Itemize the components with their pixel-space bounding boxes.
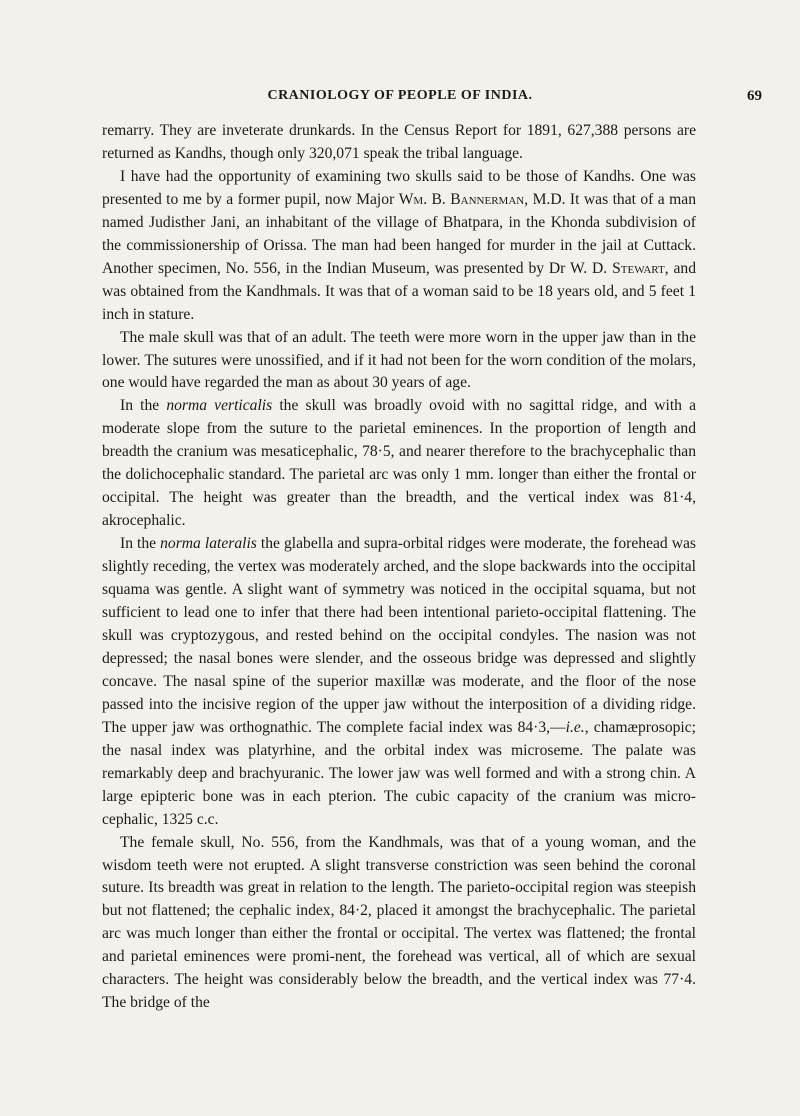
text-run: I have had the opportunity of examining two skulls said to be those of Kandhs. One was presented to me by a former pupil, now Major <box>102 167 696 208</box>
text-run: , M.D. It was that of a man named Judisther Jani, an inhabitant of the village of Bhatpara, in the Khonda subdivision of the commissionership of Orissa. The man had been hanged for murder in the jail at Cuttack. Another specimen, No. 556, in the Indian Museum, was presented by Dr W. D. <box>102 190 697 277</box>
italic-term: norma verticalis <box>166 397 273 415</box>
running-title: CRANIOLOGY OF PEOPLE OF INDIA. <box>267 88 533 103</box>
body-text <box>102 120 696 1015</box>
text-run: , chamæprosopic; the nasal index was platyrhine, and the orbital index was microseme. The palate was remarkably deep and brachyuranic. The lower jaw was well formed and with a strong chin. A large epipteric bone was in each pterion. The cubic capacity of the cranium was micro-cephalic, 1325 c.c. <box>102 718 696 828</box>
paragraph <box>102 533 696 831</box>
paragraph <box>102 832 696 1016</box>
text-run: The female skull, No. 556, from the Kandhmals, was that of a young woman, and the wisdom teeth were not erupted. A slight transverse constriction was seen behind the coronal suture. Its breadth was great in relation to the length. The parieto-occipital region was steepish but not flattened; the cephalic index, 84·2, placed it amongst the brachycephalic. The parietal arc was much longer than either the frontal or occipital. The vertex was flattened; the frontal and parietal eminences were promi-nent, the forehead was vertical, all of which are sexual characters. The height was considerably below the breadth, and the vertical index was 77·4. The bridge of the <box>102 833 696 1012</box>
paragraph <box>102 120 696 166</box>
page-number: 69 <box>747 88 762 104</box>
small-caps-name: Stewart <box>612 259 665 277</box>
italic-term: norma lateralis <box>160 535 257 553</box>
text-run: , and was obtained from the Kandhmals. It was that of a woman said to be 18 years old, and 5 feet 1 inch in stature. <box>102 259 696 323</box>
text-run: In the <box>120 397 167 415</box>
text-run: the glabella and supra-orbital ridges were moderate, the forehead was slightly receding, the vertex was moderately arched, and the slope backwards into the occipital squama was gentle. A slight want of symmetry was noticed in the occipital squama, but not sufficient to lead one to infer that there had been intentional parieto-occipital flattening. The skull was cryptozygous, and rested behind on the occipital condyles. The nasion was not depressed; the nasal bones were slender, and the osseous bridge was depressed and slightly concave. The nasal spine of the superior maxillæ was moderate, and the floor of the nose passed into the incisive region of the upper jaw without the interposition of a dividing ridge. The upper jaw was orthognathic. The complete facial index was 84·3,— <box>102 535 696 736</box>
text-run: remarry. They are inveterate drunkards. In the Census Report for 1891, 627,388 persons are returned as Kandhs, though only 320,071 speak the tribal language. <box>102 122 696 162</box>
text-run: In the <box>120 535 161 553</box>
italic-term: i.e. <box>565 718 585 736</box>
text-run: The male skull was that of an adult. The teeth were more worn in the upper jaw than in the lower. The sutures were unossified, and if it had not been for the worn condition of the molars, one would have regarded the man as about 30 years of age. <box>102 328 696 392</box>
small-caps-name: Wm. B. Bannerman <box>398 190 525 208</box>
paragraph <box>102 166 696 327</box>
paragraph <box>102 327 696 396</box>
paragraph <box>102 395 696 533</box>
text-run: the skull was broadly ovoid with no sagittal ridge, and with a moderate slope from the suture to the parietal eminences. In the proportion of length and breadth the cranium was mesaticephalic, 78·5, and nearer therefore to the brachycephalic than the dolichocephalic standard. The parietal arc was only 1 mm. longer than either the frontal or occipital. The height was greater than the breadth, and the vertical index was 81·4, akrocephalic. <box>102 397 696 530</box>
